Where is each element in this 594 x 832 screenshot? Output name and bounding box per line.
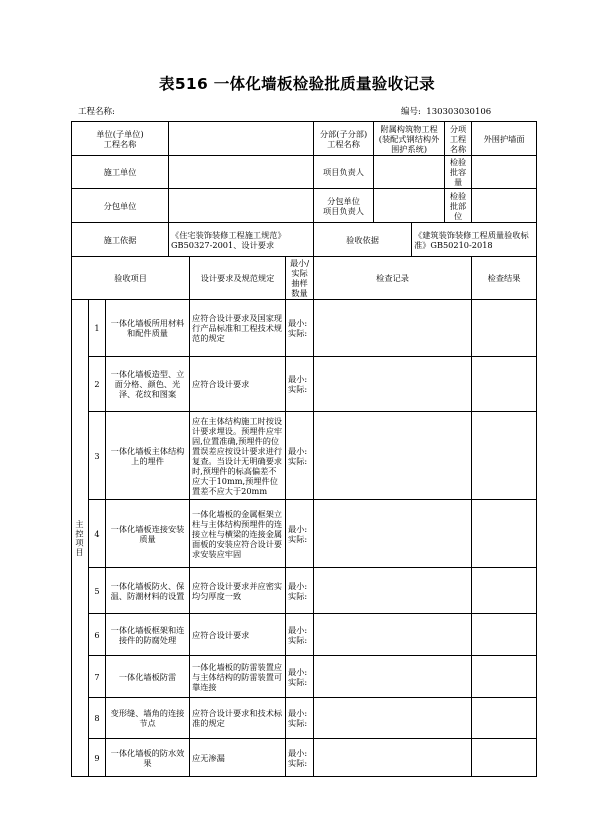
item-name-value: 外围护墙面 xyxy=(472,122,537,156)
row-item-name: 一体化墙板连接安装质量 xyxy=(106,500,190,568)
table-row xyxy=(72,300,537,357)
row-item-name: 一体化墙板防火、保温、防潮材料的设置 xyxy=(106,568,190,614)
row-check-result[interactable] xyxy=(472,357,537,412)
construction-basis-value: 《住宅装饰装修工程施工规范》GB50327-2001、设计要求 xyxy=(169,223,314,257)
row-item-name: 一体化墙板主体结构上的埋件 xyxy=(106,412,190,500)
row-number: 2 xyxy=(89,357,106,412)
row-check-record[interactable] xyxy=(314,412,472,500)
row-check-result[interactable] xyxy=(472,412,537,500)
row-check-result[interactable] xyxy=(472,568,537,614)
row-requirement: 一体化墙板的防雷装置应与主体结构的防雷装置可靠连接 xyxy=(190,656,286,698)
subcontract-manager-value[interactable] xyxy=(374,189,445,223)
row-check-record[interactable] xyxy=(314,568,472,614)
row-check-result[interactable] xyxy=(472,500,537,568)
row-sample: 最小: 实际: xyxy=(286,568,314,614)
row-check-record[interactable] xyxy=(314,357,472,412)
construction-unit-value[interactable] xyxy=(169,156,314,189)
subcontract-unit-value[interactable] xyxy=(169,189,314,223)
row-requirement: 一体化墙板的金属框架立柱与主体结构预埋件的连接立柱与横梁的连接金属面板的安装应符合设计要求安装应牢固 xyxy=(190,500,286,568)
batch-capacity-label: 检验批容量 xyxy=(445,156,472,189)
row-number: 5 xyxy=(89,568,106,614)
row-check-result[interactable] xyxy=(472,300,537,357)
table-row xyxy=(72,500,537,568)
row-item-name: 一体化墙板的防水效果 xyxy=(106,739,190,777)
row-sample: 最小: 实际: xyxy=(286,357,314,412)
row-number: 8 xyxy=(89,698,106,739)
row-check-record[interactable] xyxy=(314,614,472,656)
col-header-design: 设计要求及规范规定 xyxy=(190,257,286,300)
row-number: 1 xyxy=(89,300,106,357)
row-number: 3 xyxy=(89,412,106,500)
page-title: 表516 一体化墙板检验批质量验收记录 xyxy=(159,75,435,93)
row-item-name: 一体化墙板造型、立面分格、颜色、光泽、花纹和图案 xyxy=(106,357,190,412)
unit-name-label: 单位(子单位) 工程名称 xyxy=(72,122,169,156)
item-name-label: 分项工程名称 xyxy=(445,122,472,156)
acceptance-form xyxy=(71,121,537,777)
row-item-name: 一体化墙板框架和连接件的防腐处理 xyxy=(106,614,190,656)
row-number: 4 xyxy=(89,500,106,568)
row-requirement: 应无渗漏 xyxy=(190,739,286,777)
table-row xyxy=(72,698,537,739)
row-check-record[interactable] xyxy=(314,300,472,357)
row-check-record[interactable] xyxy=(314,698,472,739)
batch-location-label: 检验批部位 xyxy=(445,189,472,223)
row-requirement: 应符合设计要求及国家现行产品标准和工程技术规范的规定 xyxy=(190,300,286,357)
col-header-record: 检查记录 xyxy=(314,257,472,300)
row-requirement: 应符合设计要求并应密实均匀厚度一致 xyxy=(190,568,286,614)
row-requirement: 应符合设计要求 xyxy=(190,614,286,656)
col-header-sample: 最小/实际 抽样数量 xyxy=(286,257,314,300)
project-manager-value[interactable] xyxy=(374,156,445,189)
main-control-label: 主控项目 xyxy=(72,300,89,777)
table-row xyxy=(72,568,537,614)
table-row xyxy=(72,739,537,777)
acceptance-basis-label: 验收依据 xyxy=(314,223,412,257)
col-header-result: 检查结果 xyxy=(472,257,537,300)
code-value: 130303030106 xyxy=(426,107,492,117)
row-sample: 最小: 实际: xyxy=(286,656,314,698)
row-number: 9 xyxy=(89,739,106,777)
row-sample: 最小: 实际: xyxy=(286,614,314,656)
row-check-result[interactable] xyxy=(472,656,537,698)
row-check-result[interactable] xyxy=(472,698,537,739)
row-sample: 最小: 实际: xyxy=(286,698,314,739)
code-label: 编号: xyxy=(401,107,421,117)
acceptance-basis-value: 《建筑装饰装修工程质量验收标准》GB50210-2018 xyxy=(412,223,537,257)
project-manager-label: 项目负责人 xyxy=(314,156,374,189)
row-sample: 最小: 实际: xyxy=(286,500,314,568)
row-item-name: 一体化墙板防雷 xyxy=(106,656,190,698)
subunit-name-label: 分部(子分部) 工程名称 xyxy=(314,122,374,156)
row-item-name: 变形缝、墙角的连接节点 xyxy=(106,698,190,739)
table-row xyxy=(72,357,537,412)
row-check-result[interactable] xyxy=(472,739,537,777)
row-check-record[interactable] xyxy=(314,656,472,698)
row-number: 6 xyxy=(89,614,106,656)
project-name-label: 工程名称: xyxy=(78,107,115,117)
subunit-name-value: 附属构筑物工程 (装配式钢结构外 围护系统) xyxy=(374,122,445,156)
construction-unit-label: 施工单位 xyxy=(72,156,169,189)
row-sample: 最小: 实际: xyxy=(286,739,314,777)
row-requirement: 应在主体结构施工时按设计要求埋设。预埋件应牢固,位置准确,预埋件的位置误差应按设计要求进行复查。当设计无明确要求时,预埋件的标高偏差不应大于10mm,预埋件位置差不应大于20mm xyxy=(190,412,286,500)
table-row xyxy=(72,412,537,500)
unit-name-value[interactable] xyxy=(169,122,314,156)
row-check-record[interactable] xyxy=(314,739,472,777)
row-check-result[interactable] xyxy=(472,614,537,656)
row-item-name: 一体化墙板所用材料和配件质量 xyxy=(106,300,190,357)
col-header-item: 验收项目 xyxy=(72,257,190,300)
table-row xyxy=(72,656,537,698)
record-code xyxy=(401,105,491,117)
row-number: 7 xyxy=(89,656,106,698)
subcontract-manager-label: 分包单位 项目负责人 xyxy=(314,189,374,223)
batch-capacity-value[interactable] xyxy=(472,156,537,189)
row-check-record[interactable] xyxy=(314,500,472,568)
construction-basis-label: 施工依据 xyxy=(72,223,169,257)
subcontract-unit-label: 分包单位 xyxy=(72,189,169,223)
batch-location-value[interactable] xyxy=(472,189,537,223)
table-row xyxy=(72,614,537,656)
row-sample: 最小: 实际: xyxy=(286,300,314,357)
row-sample: 最小: 实际: xyxy=(286,412,314,500)
row-requirement: 应符合设计要求和技术标准的规定 xyxy=(190,698,286,739)
row-requirement: 应符合设计要求 xyxy=(190,357,286,412)
